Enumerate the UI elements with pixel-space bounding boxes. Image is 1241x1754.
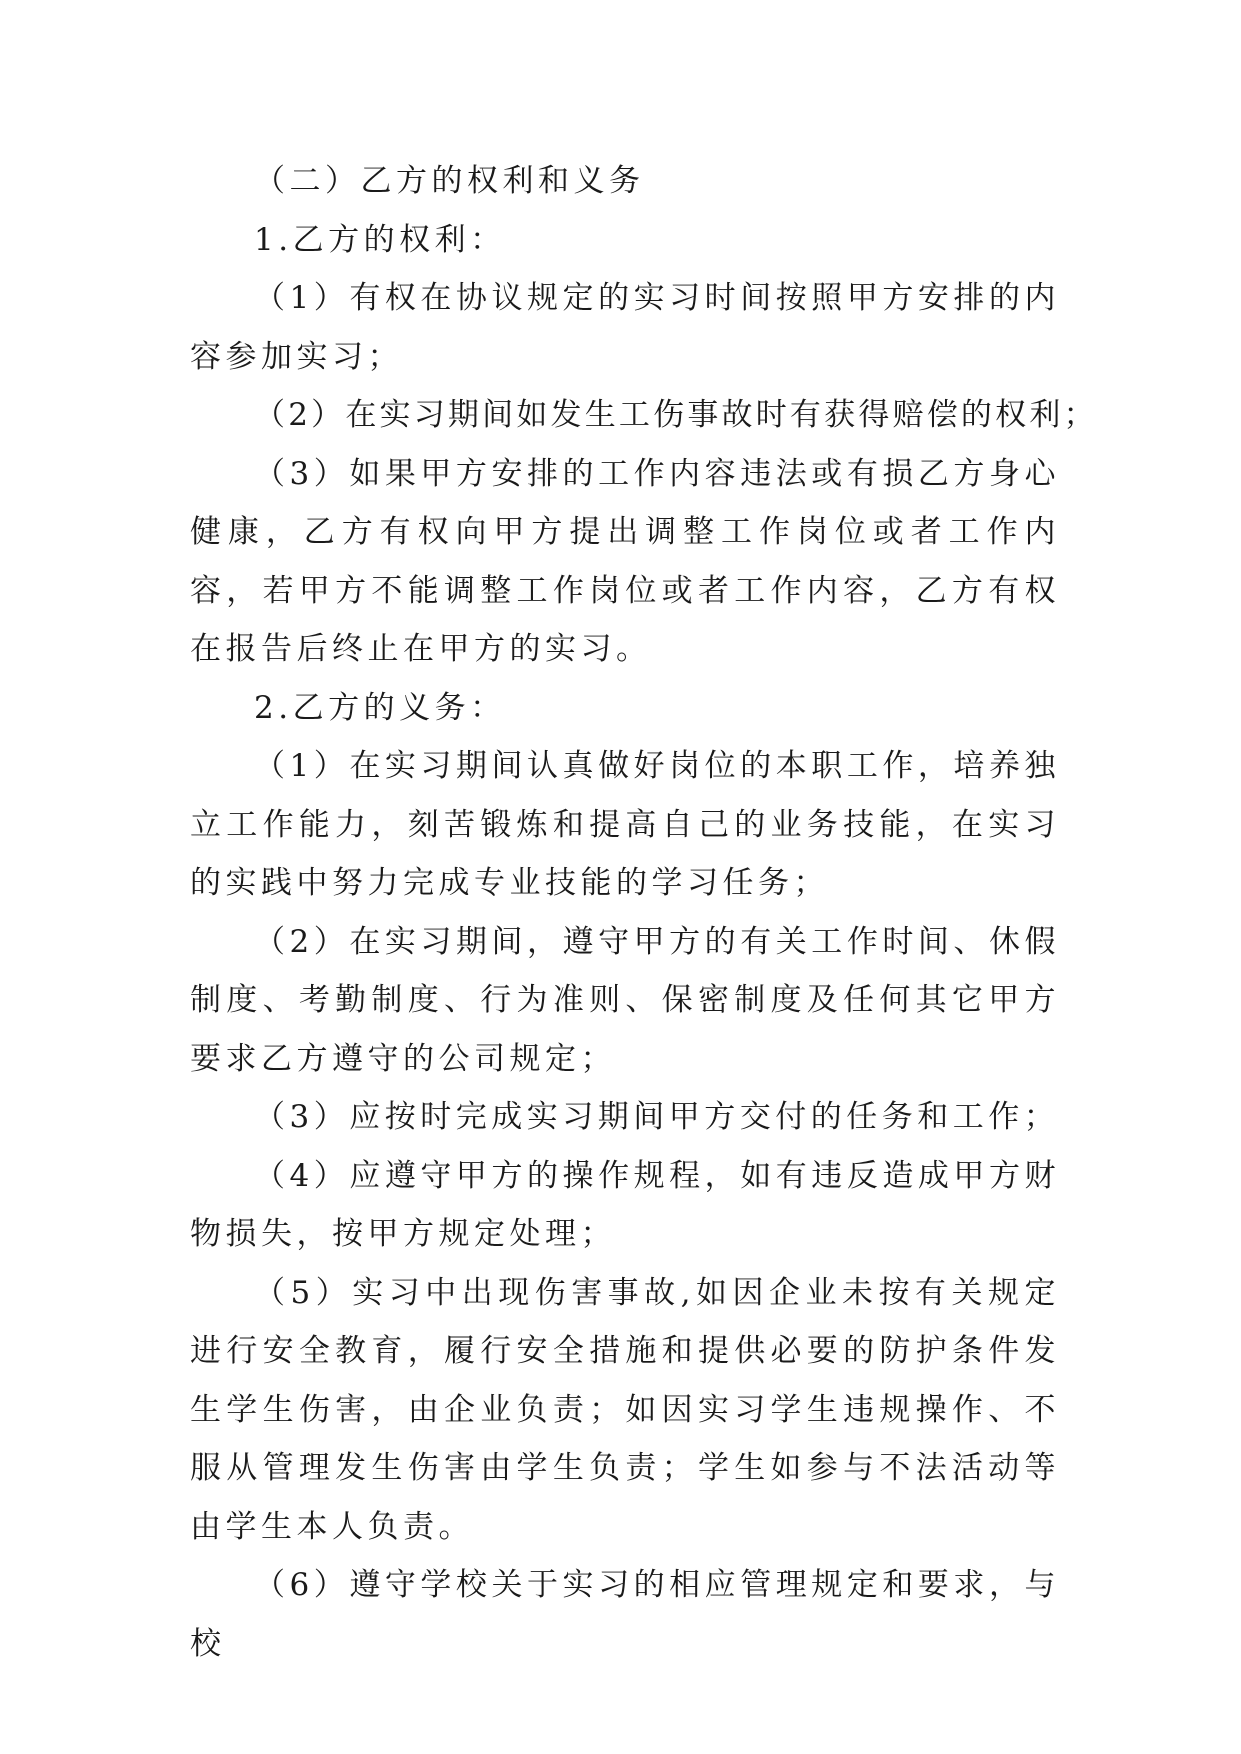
- subheading-obligations: 2.乙方的义务：: [254, 689, 506, 726]
- obligations-item-1: （1）在实习期间认真做好岗位的本职工作，培养独立工作能力，刻苦锻炼和提高自己的业务技能，在实习的实践中努力完成专业技能的学习任务；: [190, 748, 1060, 901]
- section-heading: （二）乙方的权利和义务: [254, 163, 645, 199]
- obligations-item-5: （5）实习中出现伤害事故,如因企业未按有关规定进行安全教育，履行安全措施和提供必要的防护条件发生学生伤害，由企业负责；如因实习学生违规操作、不服从管理发生伤害由学生负责；学生如参与不法活动等由学生本人负责。: [190, 1274, 1060, 1545]
- obligations-item-2: （2）在实习期间，遵守甲方的有关工作时间、休假制度、考勤制度、行为准则、保密制度及任何其它甲方要求乙方遵守的公司规定；: [190, 923, 1060, 1077]
- rights-item-2: （2）在实习期间如发生工伤事故时有获得赔偿的权利；: [254, 397, 1098, 433]
- rights-item-1: （1）有权在协议规定的实习时间按照甲方安排的内容参加实习；: [190, 280, 1060, 375]
- obligations-item-3: （3）应按时完成实习期间甲方交付的任务和工作；: [254, 1099, 1060, 1135]
- obligations-item-6: （6）遵守学校关于实习的相应管理规定和要求，与校: [190, 1567, 1060, 1662]
- rights-item-3: （3）如果甲方安排的工作内容违法或有损乙方身心健康，乙方有权向甲方提出调整工作岗位或者工作内容，若甲方不能调整工作岗位或者工作内容，乙方有权在报告后终止在甲方的实习。: [190, 455, 1060, 667]
- subheading-rights: 1.乙方的权利：: [254, 221, 506, 258]
- obligations-item-4: （4）应遵守甲方的操作规程，如有违反造成甲方财物损失，按甲方规定处理；: [190, 1157, 1060, 1252]
- document-body: [190, 152, 1098, 1673]
